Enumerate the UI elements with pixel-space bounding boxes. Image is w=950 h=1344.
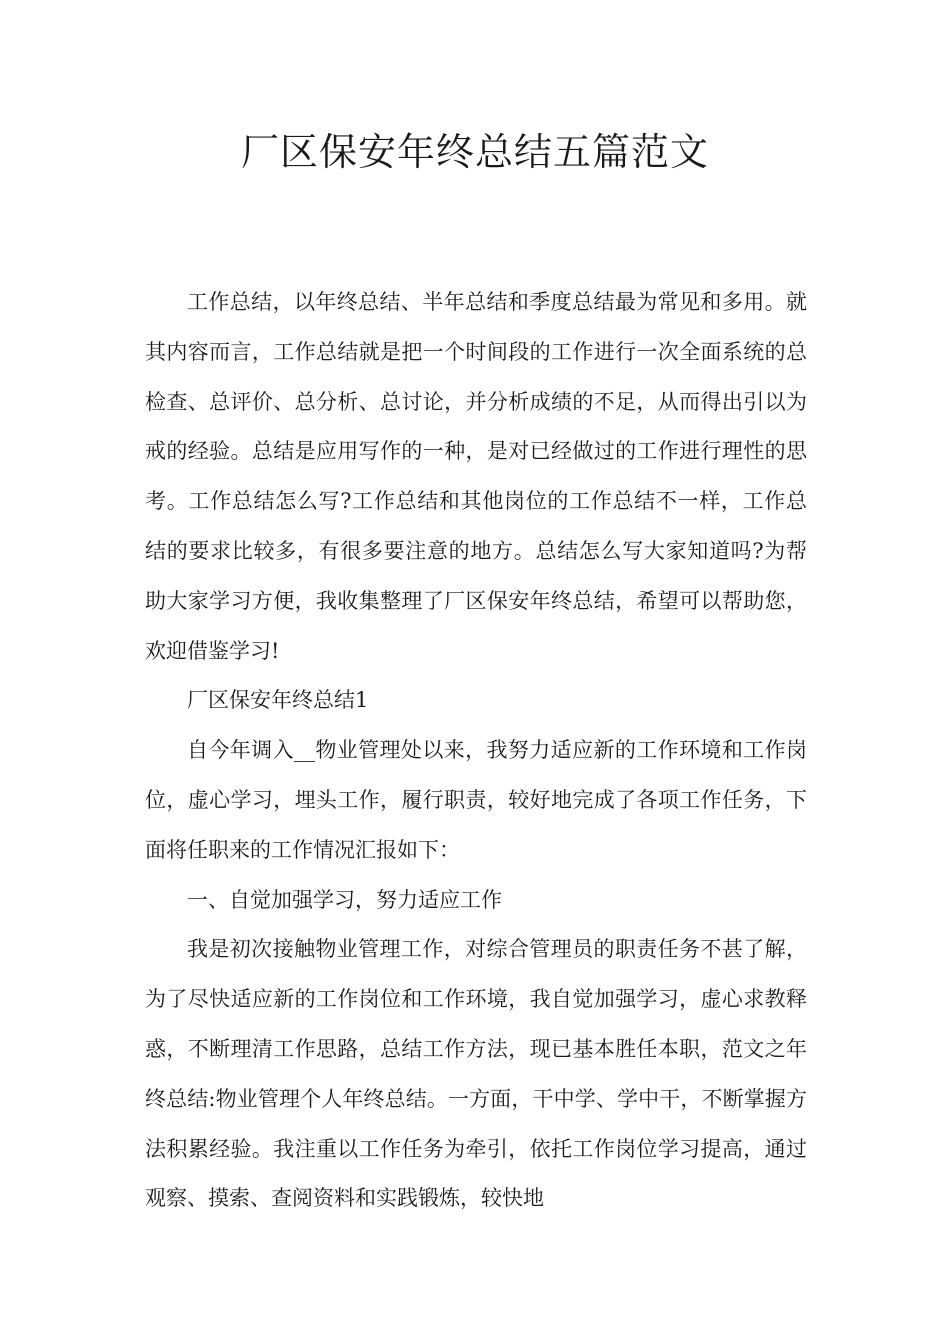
subsection-heading: 一、自觉加强学习，努力适应工作 (187, 887, 502, 912)
document-title: 厂区保安年终总结五篇范文 (240, 130, 709, 174)
section-heading: 厂区保安年终总结1 (187, 688, 369, 713)
body-paragraph: 自今年调入__物业管理处以来，我努力适应新的工作环境和工作岗位，虚心学习，埋头工作，履行职责，较好地完成了各项工作任务，下面将任职来的工作情况汇报如下： (145, 738, 807, 862)
intro-paragraph: 工作总结，以年终总结、半年总结和季度总结最为常见和多用。就其内容而言，工作总结就是把一个时间段的工作进行一次全面系统的总检查、总评价、总分析、总讨论，并分析成绩的不足，从而得出引以为戒的经验。总结是应用写作的一种，是对已经做过的工作进行理性的思考。工作总结怎么写?工作总结和其他岗位的工作总结不一样，工作总结的要求比较多，有很多要注意的地方。总结怎么写大家知道吗?为帮助大家学习方便，我收集整理了厂区保安年终总结，希望可以帮助您，欢迎借鉴学习! (145, 290, 807, 663)
body-paragraph: 我是初次接触物业管理工作，对综合管理员的职责任务不甚了解，为了尽快适应新的工作岗位和工作环境，我自觉加强学习，虚心求教释惑，不断理清工作思路，总结工作方法，现已基本胜任本职，范文之年终总结:物业管理个人年终总结。一方面，干中学、学中干，不断掌握方法积累经验。我注重以工作任务为牵引，依托工作岗位学习提高，通过观察、摸索、查阅资料和实践锻炼，较快地 (145, 937, 807, 1211)
document-body (145, 278, 807, 1224)
